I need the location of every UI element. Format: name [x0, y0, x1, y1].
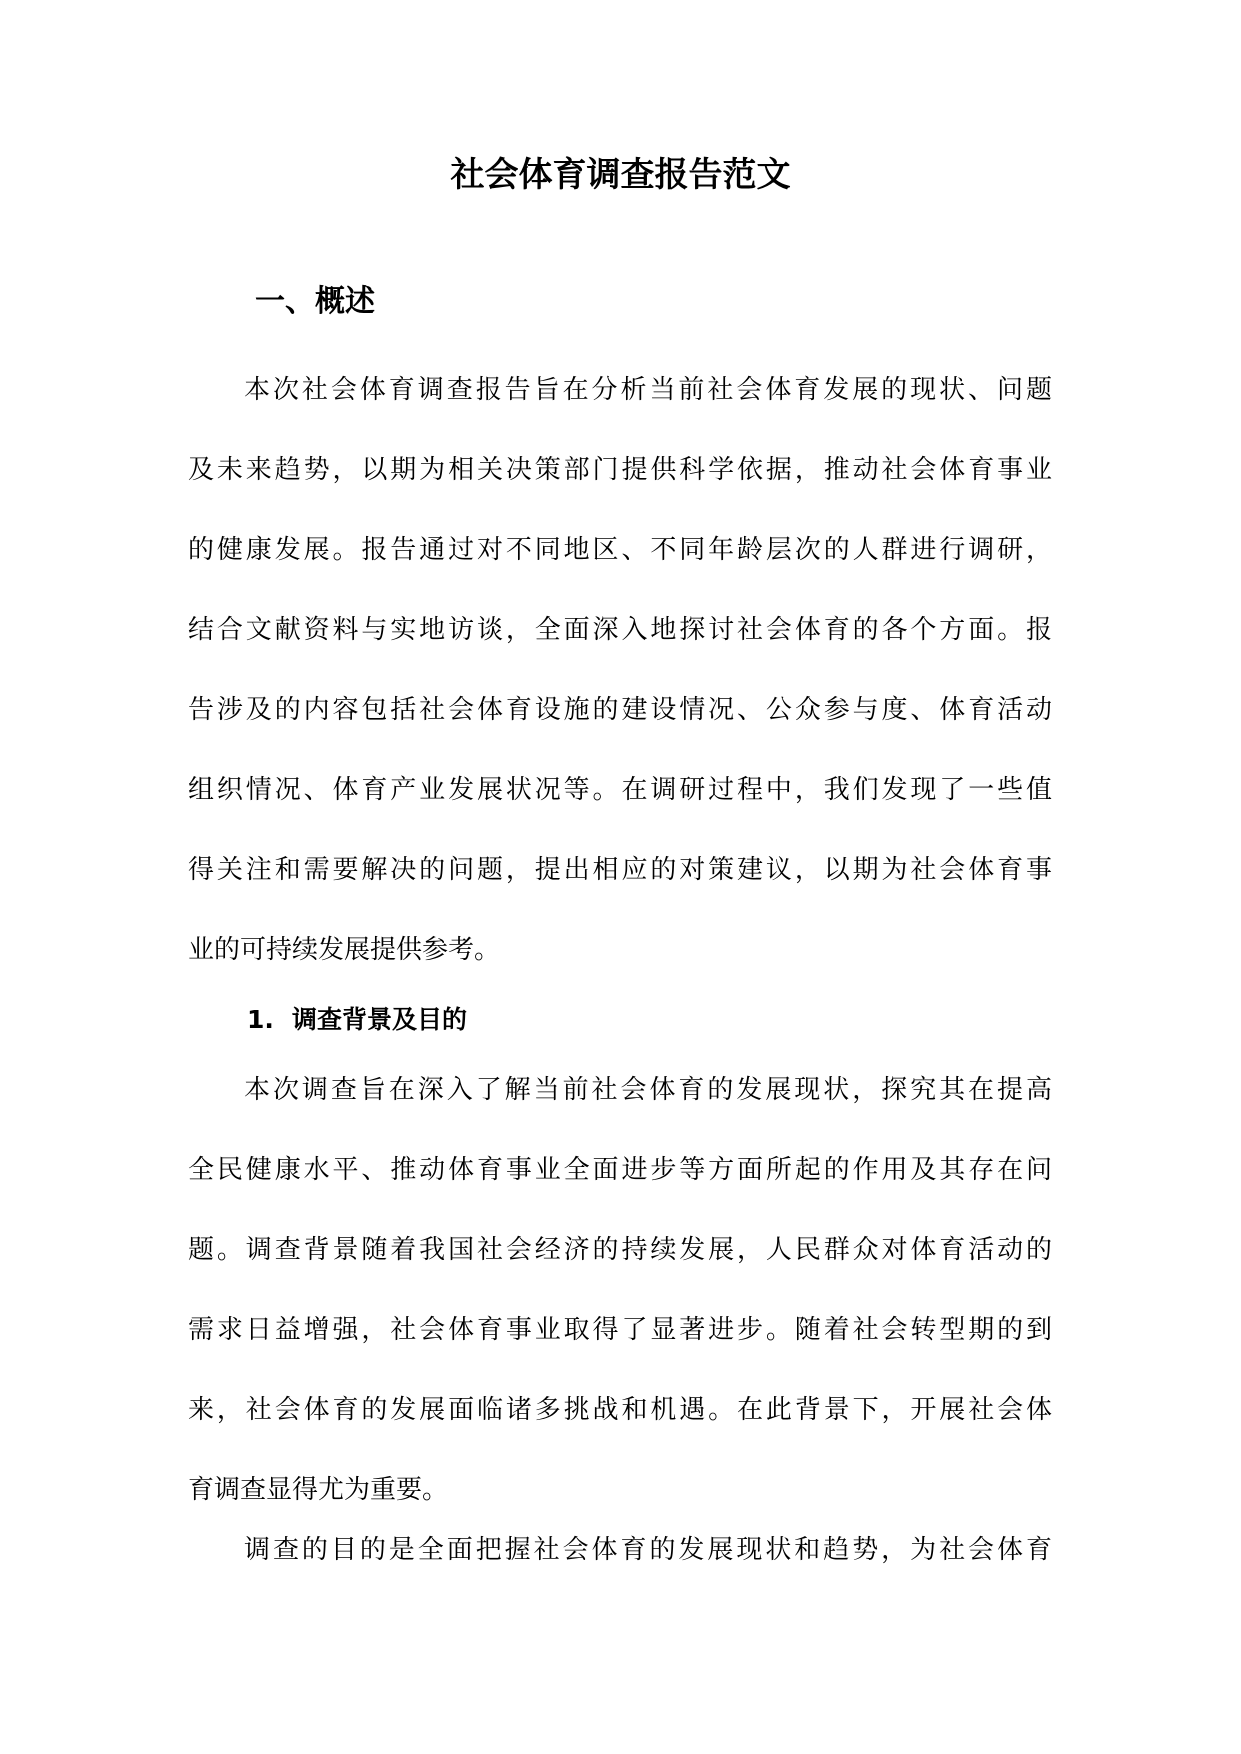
paragraph-line: 题。调查背景随着我国社会经济的持续发展，人民群众对体育活动的	[188, 1235, 1052, 1265]
paragraph-line: 全民健康水平、推动体育事业全面进步等方面所起的作用及其存在问	[188, 1155, 1052, 1185]
paragraph-line: 需求日益增强，社会体育事业取得了显著进步。随着社会转型期的到	[188, 1315, 1052, 1345]
paragraph-line: 育调查显得尤为重要。	[188, 1475, 449, 1505]
section-heading-overview: 一、概述	[255, 284, 375, 319]
subsection-number: 1.	[247, 1005, 274, 1034]
paragraph-background	[188, 1050, 1052, 1530]
paragraph-overview	[188, 350, 1052, 990]
paragraph-line: 本次调查旨在深入了解当前社会体育的发展现状，探究其在提高	[244, 1075, 1052, 1105]
paragraph-line: 来，社会体育的发展面临诸多挑战和机遇。在此背景下，开展社会体	[188, 1395, 1052, 1425]
paragraph-line: 结合文献资料与实地访谈，全面深入地探讨社会体育的各个方面。报	[188, 615, 1052, 645]
paragraph-line: 调查的目的是全面把握社会体育的发展现状和趋势，为社会体育	[244, 1535, 1052, 1565]
document-title: 社会体育调查报告范文	[450, 155, 791, 195]
subsection-heading-background	[247, 1000, 467, 1040]
paragraph-line: 告涉及的内容包括社会体育设施的建设情况、公众参与度、体育活动	[188, 695, 1052, 725]
subsection-title: 调查背景及目的	[292, 1005, 468, 1034]
paragraph-line: 得关注和需要解决的问题，提出相应的对策建议，以期为社会体育事	[188, 855, 1052, 885]
paragraph-line: 组织情况、体育产业发展状况等。在调研过程中，我们发现了一些值	[188, 775, 1052, 805]
paragraph-line: 本次社会体育调查报告旨在分析当前社会体育发展的现状、问题	[244, 375, 1052, 405]
paragraph-line: 及未来趋势，以期为相关决策部门提供科学依据，推动社会体育事业	[188, 455, 1052, 485]
paragraph-line: 的健康发展。报告通过对不同地区、不同年龄层次的人群进行调研，	[188, 535, 1052, 565]
paragraph-line: 业的可持续发展提供参考。	[188, 935, 501, 965]
paragraph-purpose	[188, 1510, 1052, 1590]
